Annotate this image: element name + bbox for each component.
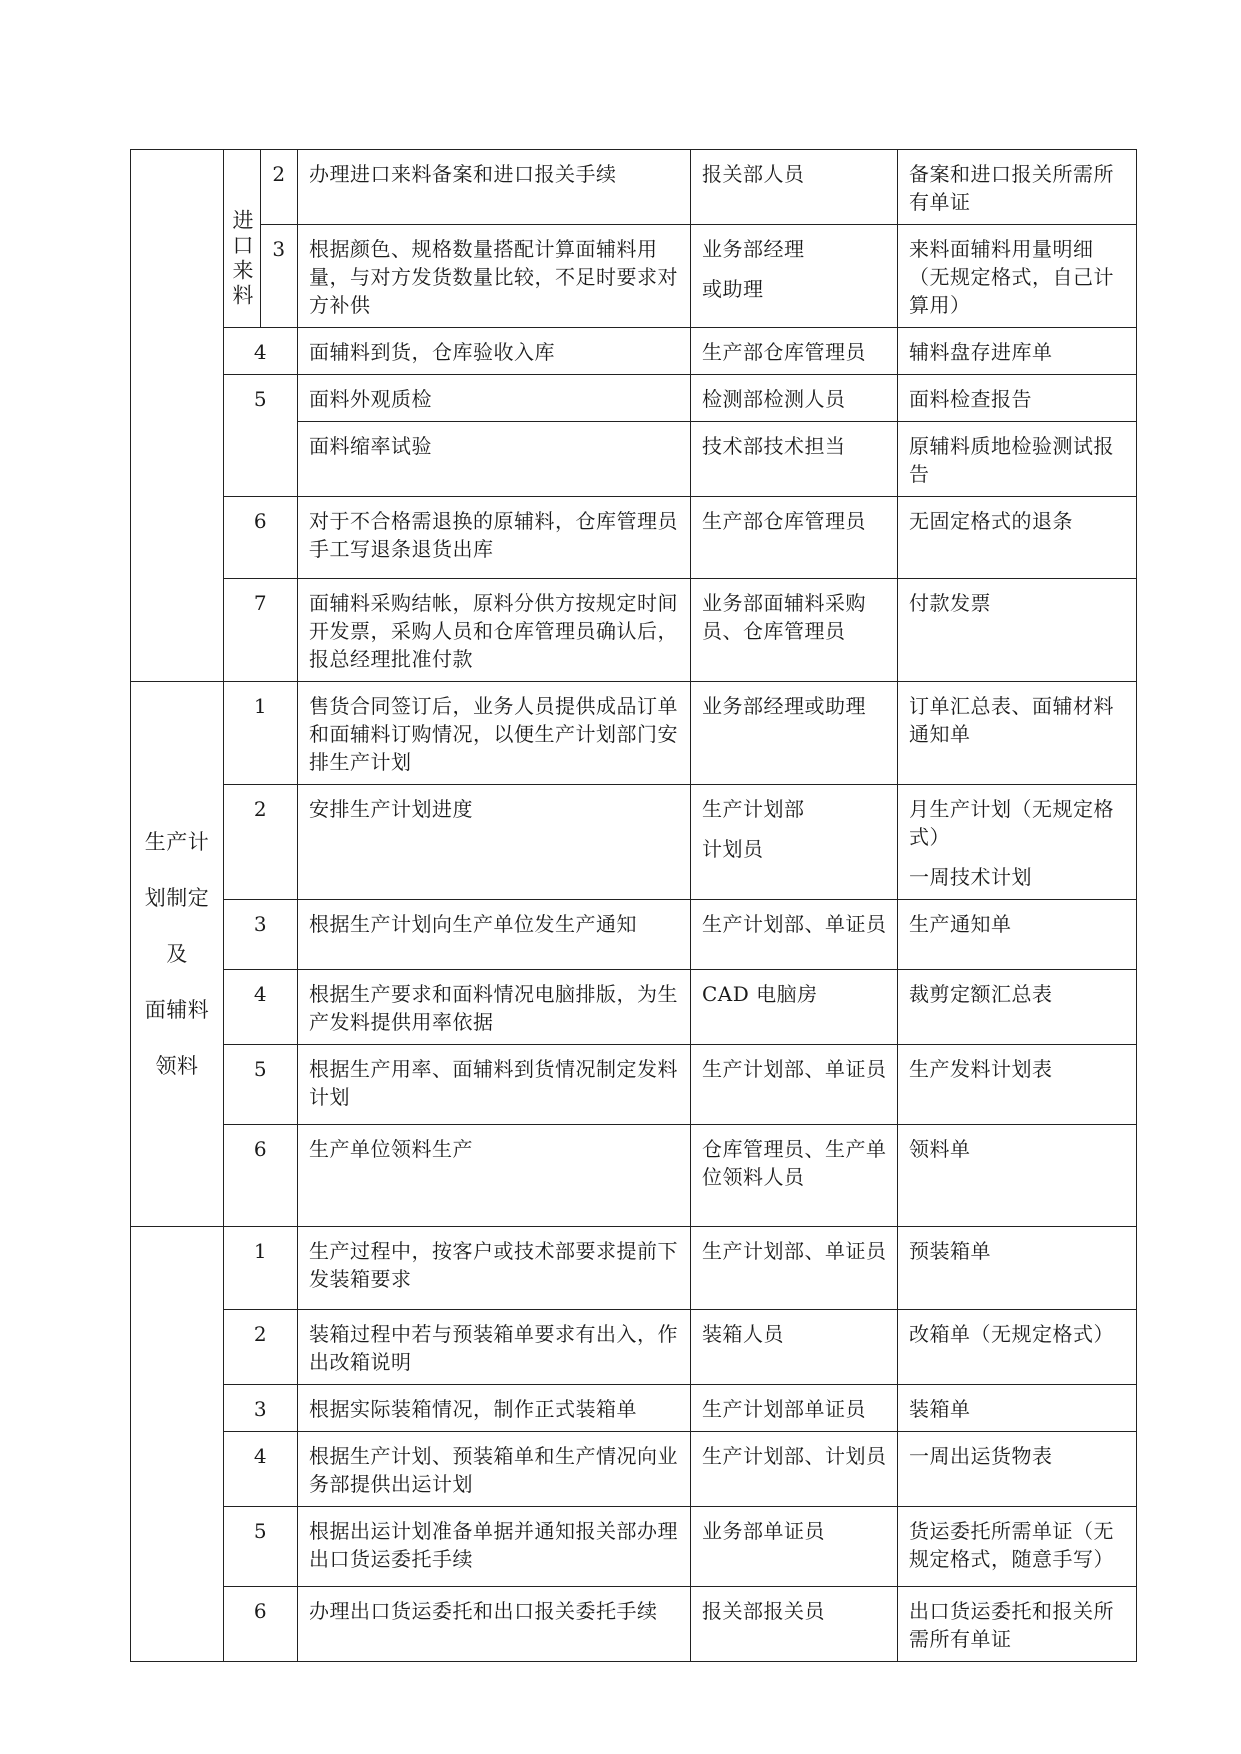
document-name: 裁剪定额汇总表 xyxy=(898,970,1137,1045)
table-row xyxy=(131,225,1137,328)
document-name: 改箱单（无规定格式） xyxy=(898,1310,1137,1385)
step-number: 2 xyxy=(224,1310,298,1385)
table-row xyxy=(131,1507,1137,1587)
responsible-role: 业务部经理或助理 xyxy=(691,682,898,785)
document-name: 出口货运委托和报关所需所有单证 xyxy=(898,1587,1137,1662)
responsible-role: 业务部单证员 xyxy=(691,1507,898,1587)
responsible-role: 装箱人员 xyxy=(691,1310,898,1385)
task-description: 面辅料采购结帐，原料分供方按规定时间开发票，采购人员和仓库管理员确认后，报总经理批准付款 xyxy=(298,579,691,682)
document-name: 装箱单 xyxy=(898,1385,1137,1432)
step-number: 4 xyxy=(224,1432,298,1507)
task-description: 根据生产计划、预装箱单和生产情况向业务部提供出运计划 xyxy=(298,1432,691,1507)
responsible-role: 仓库管理员、生产单位领料人员 xyxy=(691,1125,898,1227)
step-number: 6 xyxy=(224,1587,298,1662)
responsible-role: 业务部面辅料采购员、仓库管理员 xyxy=(691,579,898,682)
document-line: 月生产计划（无规定格式） xyxy=(909,797,1114,849)
document-name: 预装箱单 xyxy=(898,1227,1137,1310)
section-label-line: 划制定 xyxy=(144,886,210,910)
table-row xyxy=(131,900,1137,970)
document-name: 生产发料计划表 xyxy=(898,1045,1137,1125)
responsible-role xyxy=(691,225,898,328)
table-row xyxy=(131,1385,1137,1432)
document-name: 备案和进口报关所需所有单证 xyxy=(898,150,1137,225)
task-description: 对于不合格需退换的原辅料，仓库管理员手工写退条退货出库 xyxy=(298,497,691,579)
table-row xyxy=(131,150,1137,225)
role-line: 计划员 xyxy=(702,837,764,861)
responsible-role xyxy=(691,785,898,900)
table-row xyxy=(131,1587,1137,1662)
step-number: 1 xyxy=(224,1227,298,1310)
responsible-role: 报关部人员 xyxy=(691,150,898,225)
section-label-line: 生产计 xyxy=(144,830,210,854)
step-number: 3 xyxy=(224,1385,298,1432)
section-cell-continued xyxy=(131,150,224,682)
document-name: 货运委托所需单证（无规定格式，随意手写） xyxy=(898,1507,1137,1587)
task-description: 面料缩率试验 xyxy=(298,422,691,497)
responsible-role: 生产部仓库管理员 xyxy=(691,497,898,579)
task-description: 办理出口货运委托和出口报关委托手续 xyxy=(298,1587,691,1662)
section-label-line: 领料 xyxy=(155,1054,199,1078)
responsible-role: 生产计划部、单证员 xyxy=(691,1227,898,1310)
task-description: 生产过程中，按客户或技术部要求提前下发装箱要求 xyxy=(298,1227,691,1310)
role-line: 生产计划部 xyxy=(702,797,805,821)
step-number: 2 xyxy=(261,150,298,225)
step-number: 1 xyxy=(224,682,298,785)
step-number: 7 xyxy=(224,579,298,682)
table-row xyxy=(131,1125,1137,1227)
document-name: 原辅料质地检验测试报告 xyxy=(898,422,1137,497)
role-line: 或助理 xyxy=(702,277,764,301)
responsible-role: 生产计划部、单证员 xyxy=(691,900,898,970)
document-name: 无固定格式的退条 xyxy=(898,497,1137,579)
step-number: 3 xyxy=(224,900,298,970)
table-row xyxy=(131,1045,1137,1125)
responsible-role: 生产计划部、单证员 xyxy=(691,1045,898,1125)
step-number: 6 xyxy=(224,1125,298,1227)
document-name: 领料单 xyxy=(898,1125,1137,1227)
import-sub-section-label: 进口来料 xyxy=(224,150,261,328)
table-row xyxy=(131,328,1137,375)
table-row xyxy=(131,785,1137,900)
process-table xyxy=(130,149,1137,1662)
table-row xyxy=(131,375,1137,422)
section-label-production-planning xyxy=(131,682,224,1227)
table-row xyxy=(131,1432,1137,1507)
task-description: 面辅料到货，仓库验收入库 xyxy=(298,328,691,375)
section-label-line: 及 xyxy=(166,942,188,966)
table-row xyxy=(131,579,1137,682)
table-row xyxy=(131,682,1137,785)
responsible-role: 生产计划部、计划员 xyxy=(691,1432,898,1507)
document-page xyxy=(130,149,1136,1662)
section-cell-unlabeled xyxy=(131,1227,224,1662)
table-row xyxy=(131,1310,1137,1385)
task-description: 根据颜色、规格数量搭配计算面辅料用量，与对方发货数量比较，不足时要求对方补供 xyxy=(298,225,691,328)
step-number: 4 xyxy=(224,328,298,375)
table-row xyxy=(131,1227,1137,1310)
task-description: 根据生产用率、面辅料到货情况制定发料计划 xyxy=(298,1045,691,1125)
responsible-role: 生产部仓库管理员 xyxy=(691,328,898,375)
task-description: 根据出运计划准备单据并通知报关部办理出口货运委托手续 xyxy=(298,1507,691,1587)
task-description: 生产单位领料生产 xyxy=(298,1125,691,1227)
task-description: 售货合同签订后，业务人员提供成品订单和面辅料订购情况，以便生产计划部门安排生产计划 xyxy=(298,682,691,785)
step-number: 2 xyxy=(224,785,298,900)
responsible-role: 生产计划部单证员 xyxy=(691,1385,898,1432)
document-name: 面料检查报告 xyxy=(898,375,1137,422)
document-name: 生产通知单 xyxy=(898,900,1137,970)
task-description: 安排生产计划进度 xyxy=(298,785,691,900)
task-description: 根据生产要求和面料情况电脑排版，为生产发料提供用率依据 xyxy=(298,970,691,1045)
task-description: 面料外观质检 xyxy=(298,375,691,422)
step-number: 5 xyxy=(224,1045,298,1125)
section-label-line: 面辅料 xyxy=(144,998,210,1022)
task-description: 装箱过程中若与预装箱单要求有出入，作出改箱说明 xyxy=(298,1310,691,1385)
task-description: 根据实际装箱情况，制作正式装箱单 xyxy=(298,1385,691,1432)
table-row xyxy=(131,497,1137,579)
document-name: 一周出运货物表 xyxy=(898,1432,1137,1507)
document-line: 一周技术计划 xyxy=(909,865,1032,889)
step-number: 5 xyxy=(224,1507,298,1587)
document-name: 来料面辅料用量明细（无规定格式，自己计算用） xyxy=(898,225,1137,328)
responsible-role: 报关部报关员 xyxy=(691,1587,898,1662)
document-name: 订单汇总表、面辅材料通知单 xyxy=(898,682,1137,785)
responsible-role: 检测部检测人员 xyxy=(691,375,898,422)
responsible-role: 技术部技术担当 xyxy=(691,422,898,497)
step-number: 6 xyxy=(224,497,298,579)
role-line: 业务部经理 xyxy=(702,237,805,261)
step-number: 5 xyxy=(224,375,298,497)
document-name: 付款发票 xyxy=(898,579,1137,682)
document-name: 辅料盘存进库单 xyxy=(898,328,1137,375)
document-name xyxy=(898,785,1137,900)
step-number: 3 xyxy=(261,225,298,328)
task-description: 根据生产计划向生产单位发生产通知 xyxy=(298,900,691,970)
task-description: 办理进口来料备案和进口报关手续 xyxy=(298,150,691,225)
table-row xyxy=(131,970,1137,1045)
responsible-role: CAD 电脑房 xyxy=(691,970,898,1045)
step-number: 4 xyxy=(224,970,298,1045)
